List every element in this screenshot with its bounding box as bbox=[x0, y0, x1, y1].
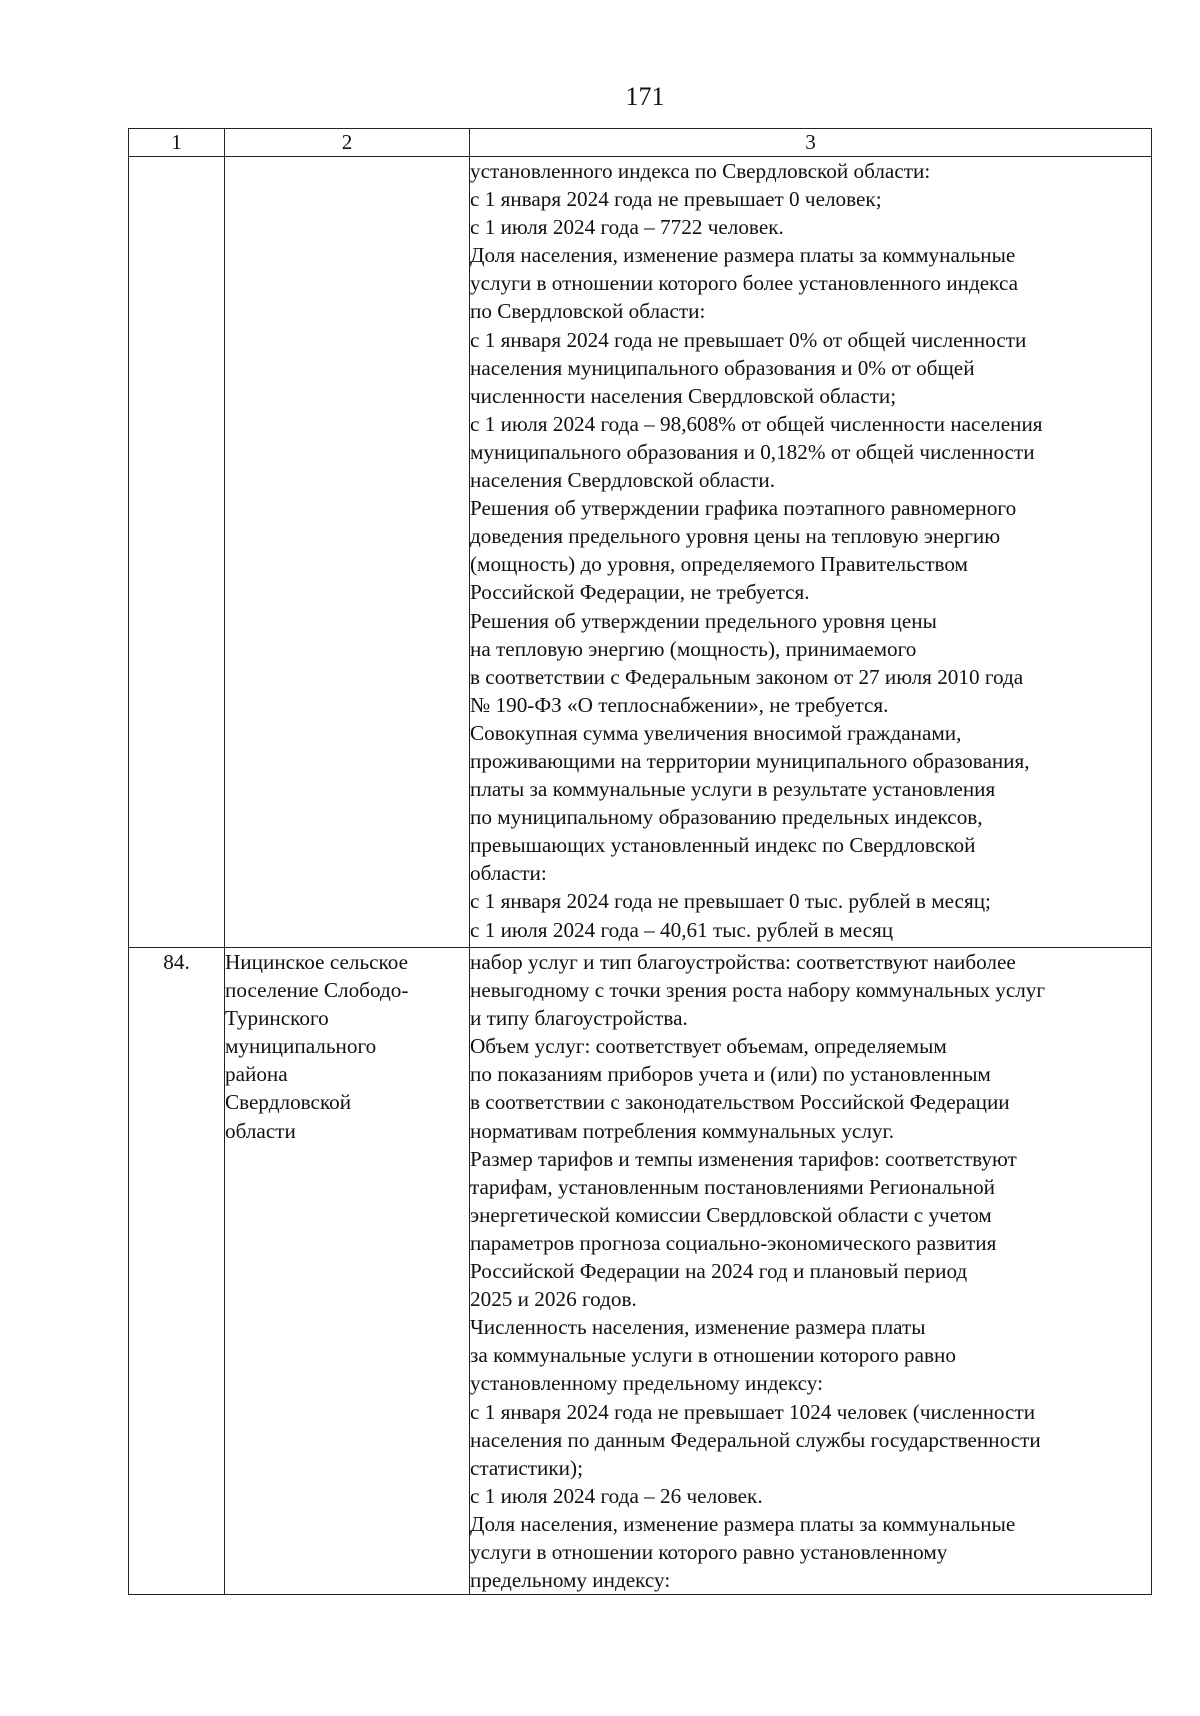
text-line: предельному индексу: bbox=[470, 1568, 671, 1593]
text-line: проживающими на территории муниципального образования, bbox=[470, 748, 1030, 773]
text-line: установленного индекса по Свердловской области: bbox=[470, 159, 931, 183]
text-line: поселение Слободо- bbox=[225, 978, 409, 1003]
text-line: по Свердловской области: bbox=[470, 299, 706, 324]
text-line: в соответствии с законодательством Российской Федерации bbox=[470, 1090, 1010, 1115]
text-line: платы за коммунальные услуги в результате установления bbox=[470, 777, 996, 802]
text-line: Объем услуг: соответствует объемам, определяемым bbox=[470, 1034, 947, 1059]
text-line: набор услуг и тип благоустройства: соответствуют наиболее bbox=[470, 950, 1016, 974]
text-line: с 1 января 2024 года не превышает 1024 человек (численности bbox=[470, 1399, 1036, 1424]
text-line: численности населения Свердловской области; bbox=[470, 383, 897, 408]
row-number-cell bbox=[129, 157, 225, 948]
column-header-2: 2 bbox=[225, 129, 470, 157]
text-line: Доля населения, изменение размера платы за коммунальные bbox=[470, 243, 1016, 268]
text-line: тарифам, установленным постановлениями Региональной bbox=[470, 1174, 996, 1199]
text-line: 2025 и 2026 годов. bbox=[470, 1287, 637, 1312]
text-line: Решения об утверждении предельного уровня цены bbox=[470, 608, 937, 633]
text-line: области: bbox=[470, 861, 547, 886]
text-line: Российской Федерации, не требуется. bbox=[470, 580, 810, 605]
text-line: услуги в отношении которого более установленного индекса bbox=[470, 271, 1019, 296]
table-header-row bbox=[129, 129, 1152, 157]
text-line: с 1 июля 2024 года – 7722 человек. bbox=[470, 215, 784, 240]
text-line: установленному предельному индексу: bbox=[470, 1371, 823, 1396]
text-line: доведения предельного уровня цены на тепловую энергию bbox=[470, 524, 1001, 549]
text-line: превышающих установленный индекс по Свердловской bbox=[470, 833, 976, 858]
text-line: Туринского bbox=[225, 1006, 329, 1031]
text-line: района bbox=[225, 1062, 288, 1087]
text-line: с 1 января 2024 года не превышает 0% от общей численности bbox=[470, 327, 1027, 352]
text-line: с 1 июля 2024 года – 26 человек. bbox=[470, 1483, 763, 1508]
text-line: с 1 июля 2024 года – 40,61 тыс. рублей в месяц bbox=[470, 917, 894, 942]
text-line: области bbox=[225, 1118, 296, 1143]
text-line: с 1 января 2024 года не превышает 0 человек; bbox=[470, 187, 882, 212]
text-line: Свердловской bbox=[225, 1090, 352, 1115]
column-header-3: 3 bbox=[470, 129, 1152, 157]
municipality-name-cell bbox=[225, 948, 470, 1595]
text-line: с 1 июля 2024 года – 98,608% от общей численности населения bbox=[470, 411, 1043, 436]
text-line: Совокупная сумма увеличения вносимой гражданами, bbox=[470, 720, 962, 745]
text-line: Ницинское сельское bbox=[225, 950, 409, 974]
text-line: невыгодному с точки зрения роста набору коммунальных услуг bbox=[470, 978, 1046, 1003]
text-line: (мощность) до уровня, определяемого Правительством bbox=[470, 552, 968, 577]
text-line: нормативам потребления коммунальных услуг. bbox=[470, 1118, 895, 1143]
text-line: населения по данным Федеральной службы государственности bbox=[470, 1427, 1041, 1452]
table-row bbox=[129, 948, 1152, 1595]
text-line: с 1 января 2024 года не превышает 0 тыс. рублей в месяц; bbox=[470, 889, 991, 914]
text-line: муниципального образования и 0,182% от общей численности bbox=[470, 439, 1035, 464]
row-number-cell: 84. bbox=[129, 948, 225, 1595]
column-header-1: 1 bbox=[129, 129, 225, 157]
text-line: Решения об утверждении графика поэтапного равномерного bbox=[470, 496, 1017, 521]
municipality-name-cell bbox=[225, 157, 470, 948]
text-line: и типу благоустройства. bbox=[470, 1006, 688, 1031]
text-line: Численность населения, изменение размера платы bbox=[470, 1315, 926, 1340]
description-cell bbox=[470, 157, 1152, 948]
data-table bbox=[128, 128, 1152, 1595]
text-line: Размер тарифов и темпы изменения тарифов: соответствуют bbox=[470, 1146, 1017, 1171]
table-row bbox=[129, 157, 1152, 948]
page-number: 171 bbox=[625, 82, 665, 111]
text-line: населения муниципального образования и 0% от общей bbox=[470, 355, 975, 380]
text-line: № 190-ФЗ «О теплоснабжении», не требуется. bbox=[470, 692, 889, 717]
text-line: в соответствии с Федеральным законом от 27 июля 2010 года bbox=[470, 664, 1024, 689]
text-line: Доля населения, изменение размера платы за коммунальные bbox=[470, 1511, 1016, 1536]
text-line: по муниципальному образованию предельных индексов, bbox=[470, 805, 983, 830]
text-line: по показаниям приборов учета и (или) по установленным bbox=[470, 1062, 991, 1087]
text-line: на тепловую энергию (мощность), принимаемого bbox=[470, 636, 917, 661]
text-line: услуги в отношении которого равно установленному bbox=[470, 1539, 948, 1564]
text-line: за коммунальные услуги в отношении которого равно bbox=[470, 1343, 956, 1368]
text-line: энергетической комиссии Свердловской области с учетом bbox=[470, 1202, 992, 1227]
description-cell bbox=[470, 948, 1152, 1595]
text-line: населения Свердловской области. bbox=[470, 468, 776, 493]
text-line: Российской Федерации на 2024 год и плановый период bbox=[470, 1259, 968, 1284]
text-line: статистики); bbox=[470, 1455, 583, 1480]
text-line: муниципального bbox=[225, 1034, 377, 1059]
text-line: параметров прогноза социально-экономического развития bbox=[470, 1230, 997, 1255]
